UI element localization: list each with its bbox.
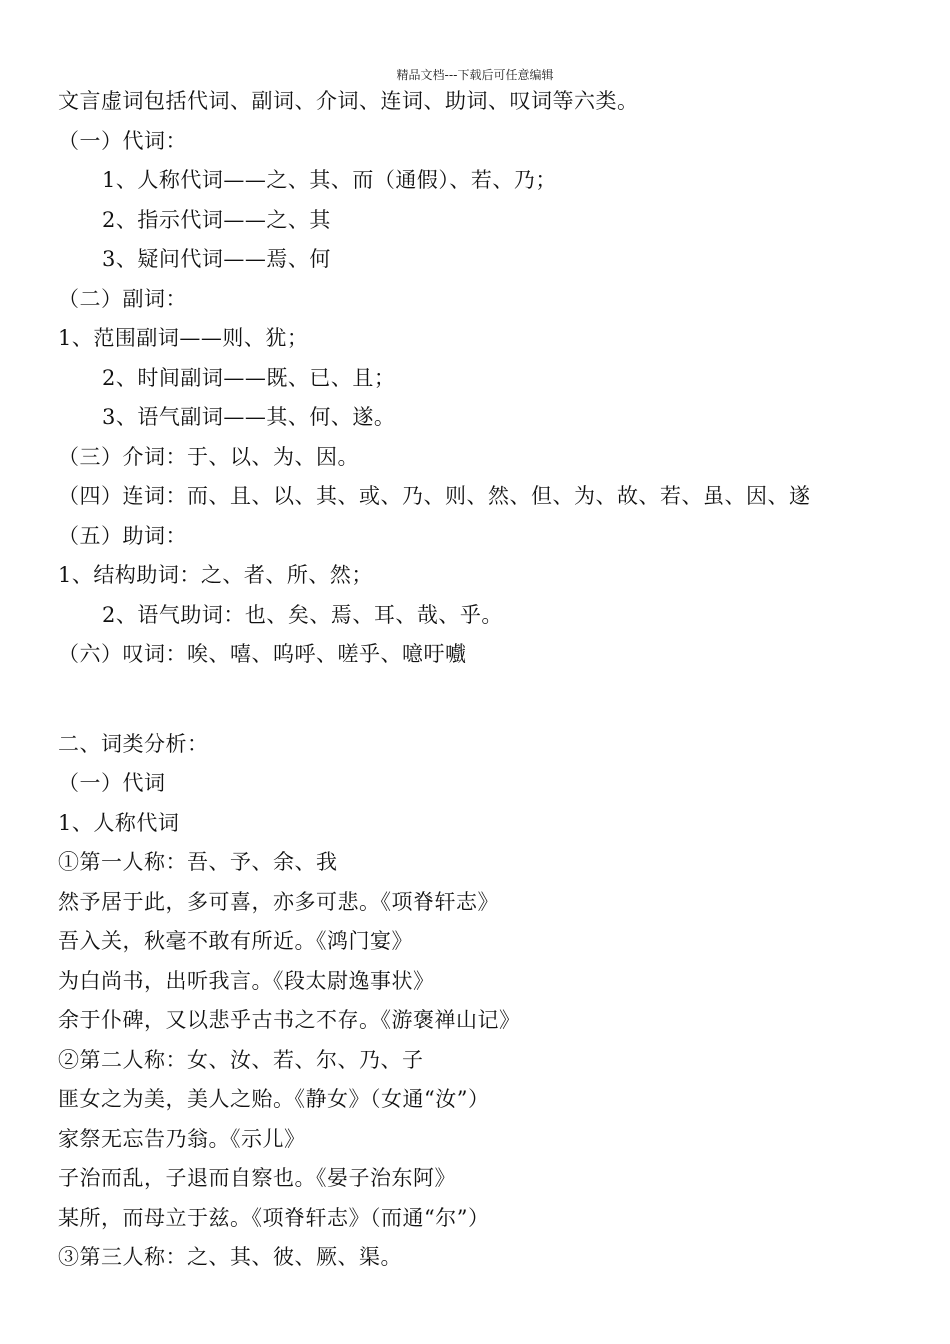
category-line: ②第二人称：女、汝、若、尔、乃、子 (58, 1047, 424, 1072)
heading-adverbs: （二）副词： (58, 286, 187, 311)
list-item: 3、疑问代词——焉、何 (102, 247, 331, 271)
section-heading: 二、词类分析： (58, 731, 209, 756)
example-line: 匪女之为美，美人之贻。《静女》（女通“汝”） (58, 1087, 490, 1111)
heading-pronouns: （一）代词： (58, 128, 187, 153)
example-line: 为白尚书，出听我言。《段太尉逸事状》 (58, 968, 435, 993)
document-body (58, 82, 918, 1278)
example-line: 吾入关，秋毫不敢有所近。《鸿门宴》 (58, 929, 413, 953)
intro-line: 文言虚词包括代词、副词、介词、连词、助词、叹词等六类。 (58, 89, 639, 113)
example-line: 余于仆碑，又以悲乎古书之不存。《游褒禅山记》 (58, 1008, 521, 1032)
list-item: 2、指示代词——之、其 (102, 207, 331, 232)
list-item: 1、结构助词：之、者、所、然； (58, 563, 373, 587)
heading-prepositions: （三）介词：于、以、为、因。 (58, 444, 359, 469)
heading-interjections: （六）叹词：唉、嘻、呜呼、嗟乎、噫吁嚱 (58, 642, 467, 666)
list-item: 1、范围副词——则、犹； (58, 326, 309, 350)
example-line: 子治而乱，子退而自察也。《晏子治东阿》 (58, 1166, 456, 1190)
heading-conjunctions: （四）连词：而、且、以、其、或、乃、则、然、但、为、故、若、虽、因、遂 (58, 484, 811, 508)
example-line: 家祭无忘告乃翁。《示儿》 (58, 1126, 306, 1151)
section-gap (58, 675, 918, 725)
download-note: 精品文档---下载后可任意编辑 (396, 68, 554, 82)
example-line: 某所，而母立于兹。《项脊轩志》（而通“尔”） (58, 1205, 490, 1230)
subsection-heading: （一）代词 (58, 771, 166, 795)
example-line: 然予居于此，多可喜，亦多可悲。《项脊轩志》 (58, 889, 499, 914)
subsection-heading: 1、人称代词 (58, 810, 180, 835)
heading-particles: （五）助词： (58, 523, 187, 548)
category-line: ③第三人称：之、其、彼、厥、渠。 (58, 1245, 402, 1269)
list-item: 2、时间副词——既、已、且； (102, 365, 396, 390)
category-line: ①第一人称：吾、予、余、我 (58, 850, 338, 874)
list-item: 3、语气副词——其、何、遂。 (102, 405, 396, 429)
list-item: 1、人称代词——之、其、而（通假）、若、乃； (102, 168, 557, 192)
list-item: 2、语气助词：也、矣、焉、耳、哉、乎。 (102, 602, 503, 627)
